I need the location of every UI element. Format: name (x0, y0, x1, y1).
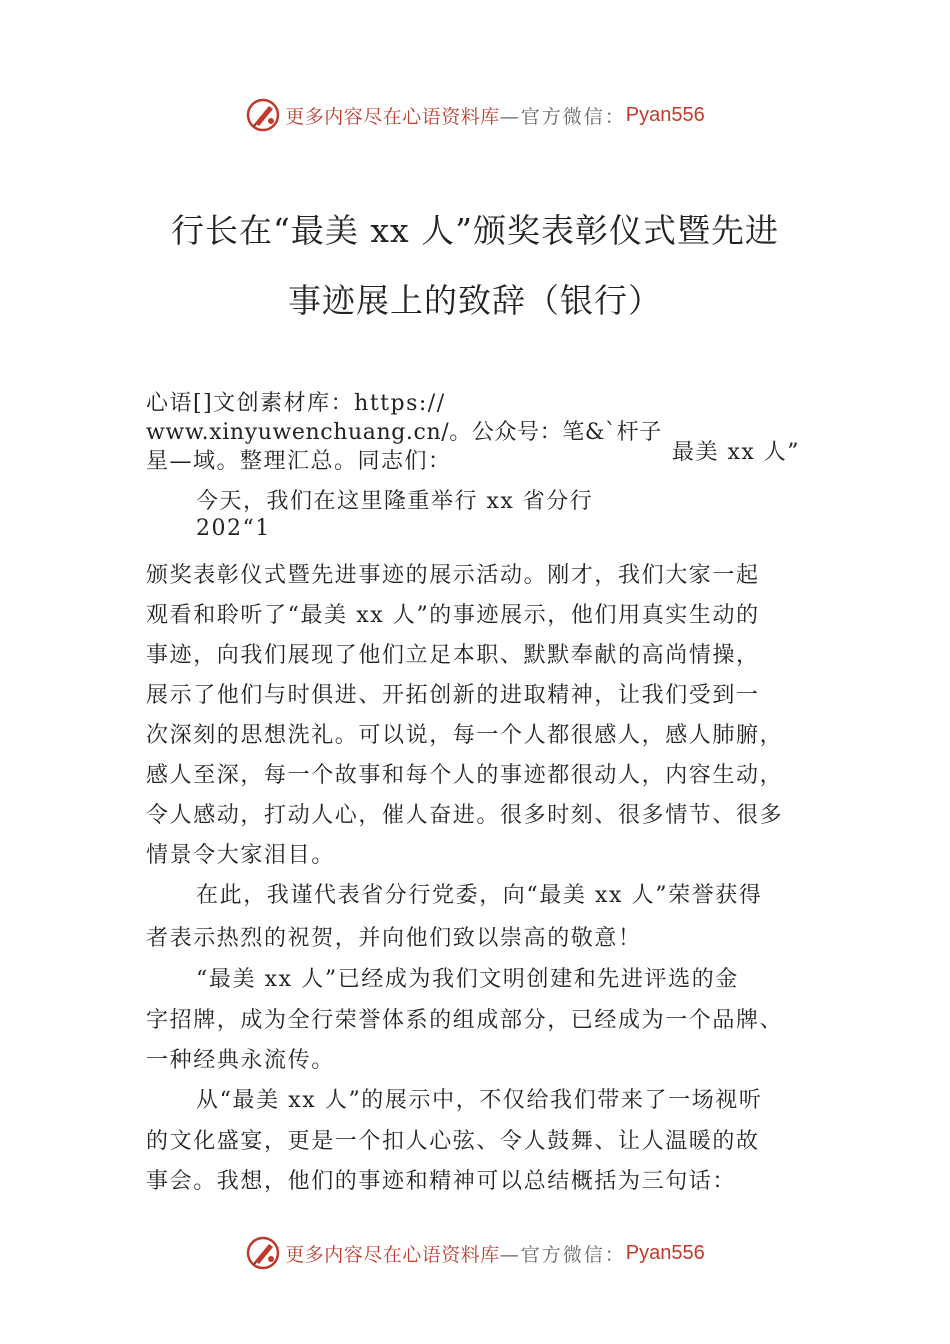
banner-text-wechat-label: —官方微信： (499, 1243, 626, 1266)
paragraph-line: 在此，我谨代表省分行党委，向“最美 xx 人”荣誉获得 (196, 883, 763, 908)
paragraph-line: 事迹，向我们展现了他们立足本职、默默奉献的高尚情操， (146, 643, 760, 668)
paragraph-line: 次深刻的思想洗礼。可以说，每一个人都很感人，感人肺腑， (146, 723, 784, 748)
banner-text-wechat-id: Pyan556 (625, 1241, 705, 1264)
banner-text-wechat-id: Pyan556 (625, 103, 705, 126)
paragraph-line: 的文化盛宴，更是一个扣人心弦、令人鼓舞、让人温暖的故 (146, 1129, 760, 1154)
paragraph-line: 从“最美 xx 人”的展示中，不仅给我们带来了一场视听 (196, 1088, 763, 1113)
banner-text-main: 更多内容尽在心语资料库 (285, 105, 500, 128)
source-line-1: 心语[]文创素材库：https:// (146, 391, 446, 416)
paragraph-line: 字招牌，成为全行荣誉体系的组成部分，已经成为一个品牌、 (146, 1008, 784, 1033)
bottom-banner (0, 1233, 950, 1273)
paragraph-line: 一种经典永流传。 (146, 1048, 335, 1073)
paragraph-line: “最美 xx 人”已经成为我们文明创建和先进评选的金 (196, 967, 739, 992)
paragraph-line: 令人感动，打动人心，催人奋进。很多时刻、很多情节、很多 (146, 803, 784, 828)
date-fragment: 202“1 (196, 516, 271, 541)
opening-line: 今天，我们在这里隆重举行 xx 省分行 (196, 489, 594, 514)
banner-text-wechat-label: —官方微信： (499, 105, 626, 128)
paragraph-line: 展示了他们与时俱进、开拓创新的进取精神，让我们受到一 (146, 683, 760, 708)
document-title-line-2: 事迹展上的致辞（银行） (288, 281, 662, 320)
paragraph-line: 事会。我想，他们的事迹和精神可以总结概括为三句话： (146, 1169, 737, 1194)
paragraph-line: 者表示热烈的祝贺，并向他们致以崇高的敬意！ (146, 926, 642, 951)
banner-text-main: 更多内容尽在心语资料库 (285, 1243, 500, 1266)
greeting-line: 星—域。整理汇总。同志们： (146, 449, 452, 474)
document-title-line-1: 行长在“最美 xx 人”颁奖表彰仪式暨先进 (171, 211, 779, 250)
source-line-2: www.xinyuwenchuang.cn/。公众号：笔&`杆子 (146, 420, 662, 445)
paragraph-line: 颁奖表彰仪式暨先进事迹的展示活动。刚才，我们大家一起 (146, 563, 760, 588)
pen-circle-logo-icon (245, 97, 281, 133)
paragraph-line: 情景令大家泪目。 (146, 843, 335, 868)
floating-side-text: 最美 xx 人” (672, 440, 801, 465)
paragraph-line: 感人至深，每一个故事和每个人的事迹都很动人，内容生动， (146, 763, 784, 788)
top-banner (0, 95, 950, 135)
pen-circle-logo-icon (245, 1235, 281, 1271)
paragraph-line: 观看和聆听了“最美 xx 人”的事迹展示，他们用真实生动的 (146, 603, 760, 628)
